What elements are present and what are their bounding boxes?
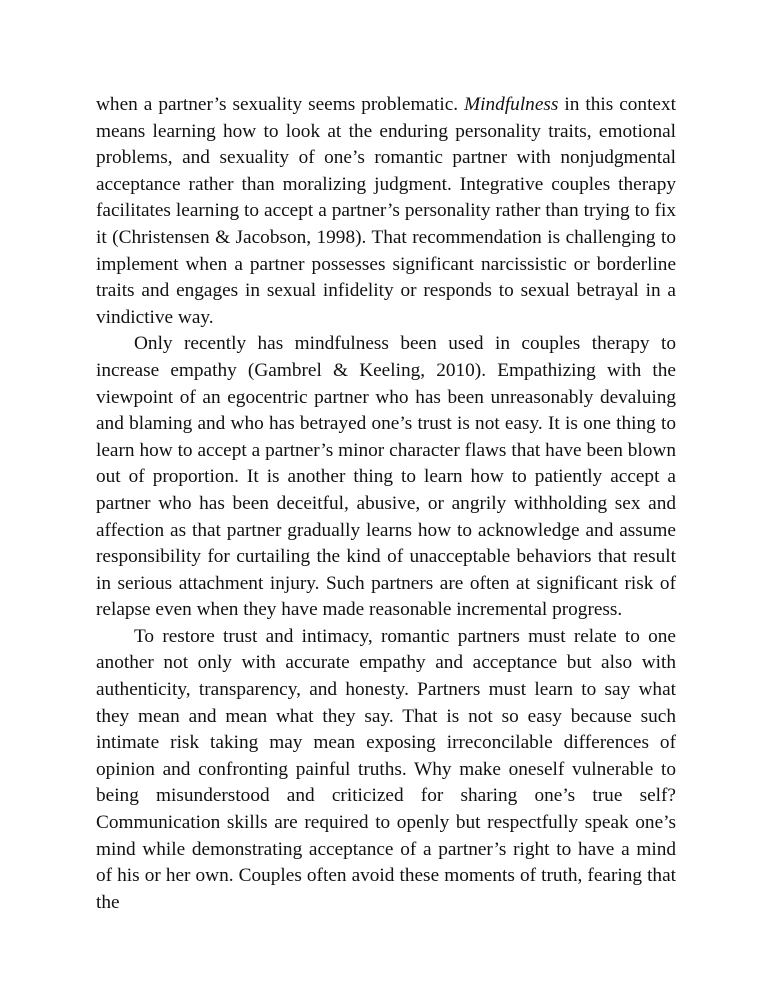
document-page — [96, 92, 676, 916]
paragraph-empathy: Only recently has mindfulness been used in couples therapy to increase empathy (Gambrel & Keeling, 2010). Empathizing with the viewpoint of an egocentric partner who has been unreasonably devaluing and blaming and who has betrayed one’s trust is not easy. It is one thing to learn how to accept a partner’s minor character flaws that have been blown out of proportion. It is another thing to learn how to patiently accept a partner who has been deceitful, abusive, or angrily withholding sex and affection as that partner gradually learns how to acknowledge and assume responsibility for curtailing the kind of unacceptable behaviors that result in serious attachment injury. Such partners are often at significant risk of relapse even when they have made reasonable incremental progress. — [96, 333, 676, 621]
paragraph-text: when a partner’s sexuality seems problematic. — [96, 94, 465, 115]
paragraph-trust-intimacy: To restore trust and intimacy, romantic partners must relate to one another not only with accurate empathy and acceptance but also with authenticity, transparency, and honesty. Partners must learn to say what they mean and mean what they say. That is not so easy because such intimate risk taking may mean exposing irreconcilable differences of opinion and confronting painful truths. Why make oneself vulnerable to being misunderstood and criticized for sharing one’s true self? Communication skills are required to openly but respectfully speak one’s mind while demonstrating acceptance of a partner’s right to have a mind of his or her own. Couples often avoid these moments of truth, fearing that the — [96, 625, 676, 913]
paragraph-mindfulness-definition — [96, 92, 676, 331]
italic-term-mindfulness: Mindfulness — [464, 94, 559, 115]
paragraph-text: in this context means learning how to look at the enduring personality traits, emotional problems, and sexuality of one’s romantic partner with nonjudgmental acceptance rather than moralizing judgment. Integrative couples therapy facilitates learning to accept a partner’s personality rather than trying to fix it (Christensen & Jacobson, 1998). That recommendation is challenging to implement when a partner possesses significant narcissistic or borderline traits and engages in sexual infidelity or responds to sexual betrayal in a vindictive way. — [96, 94, 676, 328]
